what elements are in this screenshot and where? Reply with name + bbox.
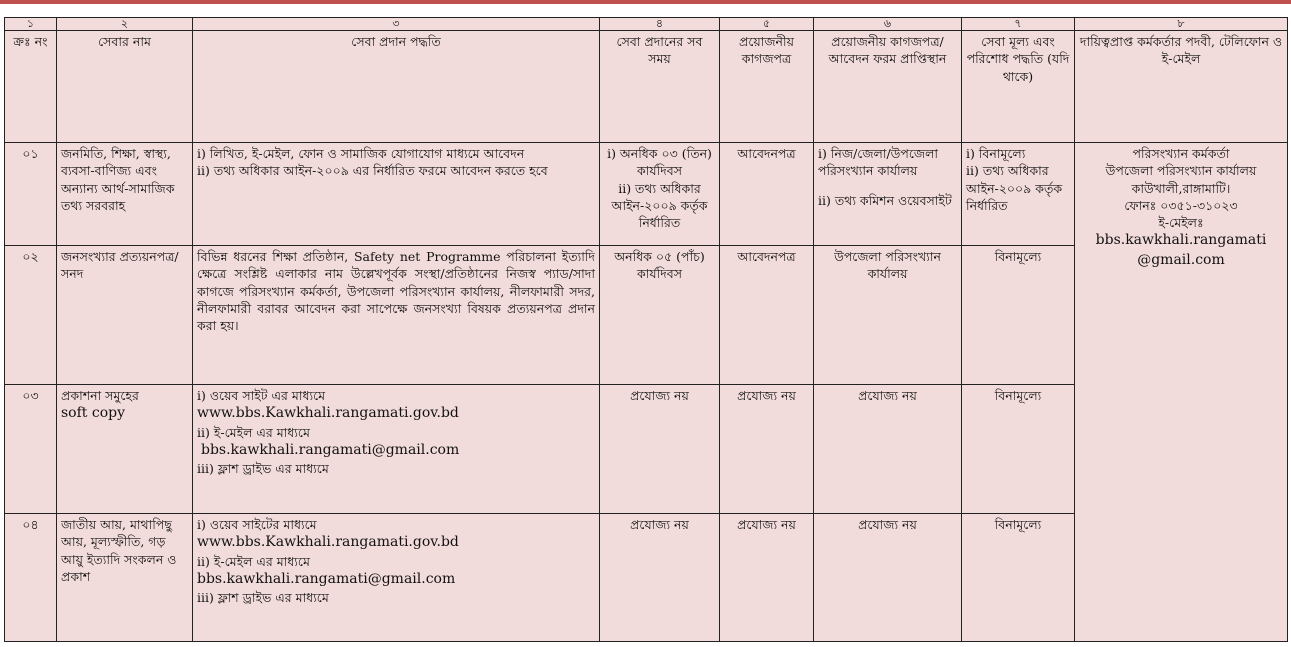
method-line: ii) ই-মেইল এর মাধ্যমে xyxy=(197,424,310,440)
serial-cell: ০২ xyxy=(5,246,57,385)
documents-cell: আবেদনপত্র xyxy=(720,246,814,385)
serial-cell: ০৪ xyxy=(5,514,57,642)
officer-office: উপজেলা পরিসংখ্যান কার্যালয় xyxy=(1105,163,1257,179)
method-cell xyxy=(193,143,600,246)
method-cell: বিভিন্ন ধরনের শিক্ষা প্রতিষ্ঠান, Safety net Programme পরিচালনা ইত্যাদি ক্ষেত্রে সংশ্লিষ্ট এলাকার নাম উল্লেখপূর্বক সংস্থা/প্রতিষ্ঠানের নিজস্ব প্যাড/সাদা কাগজে পরিসংখ্যান কর্মকর্তা, উপজেলা পরিসংখ্যান কার্যালয়, নীলফামারী সদর, নীলফামারী বরাবর আবেদন করা সাপেক্ষে জনসংখ্যা বিষয়ক প্রত্যয়নপত্র প্রদান করা হয়। xyxy=(193,246,600,385)
source-cell xyxy=(814,143,962,246)
header-officer: দায়িত্বপ্রাপ্ত কর্মকর্তার পদবী, টেলিফোন ও ই-মেইল xyxy=(1075,31,1288,143)
column-number-row xyxy=(5,18,1288,31)
column-number: ৪ xyxy=(600,18,720,31)
method-cell xyxy=(193,514,600,642)
method-line: ii) ই-মেইল এর মাধ্যমে xyxy=(197,553,310,569)
header-time: সেবা প্রদানের সব সময় xyxy=(600,31,720,143)
service-name-cell: জাতীয় আয়, মাথাপিছু আয়, মূল্যস্ফীতি, গড় আয়ু ইত্যাদি সংকলন ও প্রকাশ xyxy=(57,514,193,642)
time-cell xyxy=(600,143,720,246)
website-url: www.bbs.Kawkhali.rangamati.gov.bd xyxy=(197,405,459,422)
top-accent-line xyxy=(0,0,1291,4)
time-line: i) অনধিক ০৩ (তিন) কার্যদিবস xyxy=(607,146,712,179)
column-number: ১ xyxy=(5,18,57,31)
table-row xyxy=(5,143,1288,246)
column-number: ৩ xyxy=(193,18,600,31)
header-source: প্রয়োজনীয় কাগজপত্র/ আবেদন ফরম প্রাপ্তিস্থান xyxy=(814,31,962,143)
source-cell: প্রযোজ্য নয় xyxy=(814,514,962,642)
serial-cell: ০১ xyxy=(5,143,57,246)
source-cell: উপজেলা পরিসংখ্যান কার্যালয় xyxy=(814,246,962,385)
column-number: ২ xyxy=(57,18,193,31)
officer-email-domain: @gmail.com xyxy=(1137,251,1225,268)
header-documents: প্রয়োজনীয় কাগজপত্র xyxy=(720,31,814,143)
source-line: i) নিজ/জেলা/উপজেলা পরিসংখ্যান কার্যালয় xyxy=(818,146,939,179)
fee-cell: বিনামূল্যে xyxy=(962,385,1075,514)
column-number: ৭ xyxy=(962,18,1075,31)
column-number: ৮ xyxy=(1075,18,1288,31)
officer-email-label: ই-মেইলঃ xyxy=(1158,215,1204,231)
documents-cell: প্রযোজ্য নয় xyxy=(720,514,814,642)
source-cell: প্রযোজ্য নয় xyxy=(814,385,962,514)
fee-line: i) বিনামূল্যে xyxy=(966,146,1026,162)
method-line: i) লিখিত, ই-মেইল, ফোন ও সামাজিক যোগাযোগ মাধ্যমে আবেদন xyxy=(197,146,525,162)
documents-cell: আবেদনপত্র xyxy=(720,143,814,246)
fee-cell: বিনামূল্যে xyxy=(962,246,1075,385)
fee-line: ii) তথ্য অধিকার আইন-২০০৯ কর্তৃক নির্ধারিত xyxy=(966,163,1063,213)
source-line: ii) তথ্য কমিশন ওয়েবসাইট xyxy=(818,192,952,208)
website-url: www.bbs.Kawkhali.rangamati.gov.bd xyxy=(197,534,459,551)
method-line: ii) তথ্য অধিকার আইন-২০০৯ এর নির্ধারিত ফরমে আবেদন করতে হবে xyxy=(197,163,548,179)
fee-cell xyxy=(962,143,1075,246)
method-line: i) ওয়েব সাইট এর মাধ্যমে xyxy=(197,388,326,404)
column-number: ৫ xyxy=(720,18,814,31)
header-serial: ক্রঃ নং xyxy=(5,31,57,143)
officer-title: পরিসংখ্যান কর্মকর্তা xyxy=(1132,146,1230,162)
officer-contact-cell xyxy=(1075,143,1288,642)
time-cell: অনধিক ০৫ (পাঁচ) কার্যদিবস xyxy=(600,246,720,385)
header-fee: সেবা মূল্য এবং পরিশোধ পদ্ধতি (যদি থাকে) xyxy=(962,31,1075,143)
method-cell xyxy=(193,385,600,514)
officer-location: কাউখালী,রাঙ্গামাটি। xyxy=(1131,180,1231,196)
method-line: iii) ফ্লাশ ড্রাইভ এর মাধ্যমে xyxy=(197,590,329,606)
method-line: iii) ফ্লাশ ড্রাইভ এর মাধ্যমে xyxy=(197,461,329,477)
header-method: সেবা প্রদান পদ্ধতি xyxy=(193,31,600,143)
header-row xyxy=(5,31,1288,143)
service-name-cell: জনসংখ্যার প্রত্যয়নপত্র/সনদ xyxy=(57,246,193,385)
email-address: bbs.kawkhali.rangamati@gmail.com xyxy=(197,570,456,587)
column-number: ৬ xyxy=(814,18,962,31)
citizen-charter-table xyxy=(4,17,1288,642)
header-service-name: সেবার নাম xyxy=(57,31,193,143)
time-line: ii) তথ্য অধিকার আইন-২০০৯ কর্তৃক নির্ধারিত xyxy=(611,180,708,231)
service-name-cell xyxy=(57,385,193,514)
serial-cell: ০৩ xyxy=(5,385,57,514)
officer-email-user: bbs.kawkhali.rangamati xyxy=(1095,232,1267,249)
documents-cell: প্রযোজ্য নয় xyxy=(720,385,814,514)
officer-phone: ফোনঃ ০৩৫১-৩১০২৩ xyxy=(1124,197,1238,213)
service-name-cell: জনমিতি, শিক্ষা, স্বাস্থ্য, ব্যবসা-বাণিজ্য এবং অন্যান্য আর্থ-সামাজিক তথ্য সরবরাহ xyxy=(57,143,193,246)
fee-cell: বিনামূল্যে xyxy=(962,514,1075,642)
service-name-text: প্রকাশনা সমুহের xyxy=(61,388,139,404)
email-address: bbs.kawkhali.rangamati@gmail.com xyxy=(201,441,460,458)
time-cell: প্রযোজ্য নয় xyxy=(600,385,720,514)
service-name-english: soft copy xyxy=(61,405,126,422)
time-cell: প্রযোজ্য নয় xyxy=(600,514,720,642)
method-line: i) ওয়েব সাইটের মাধ্যমে xyxy=(197,517,317,533)
